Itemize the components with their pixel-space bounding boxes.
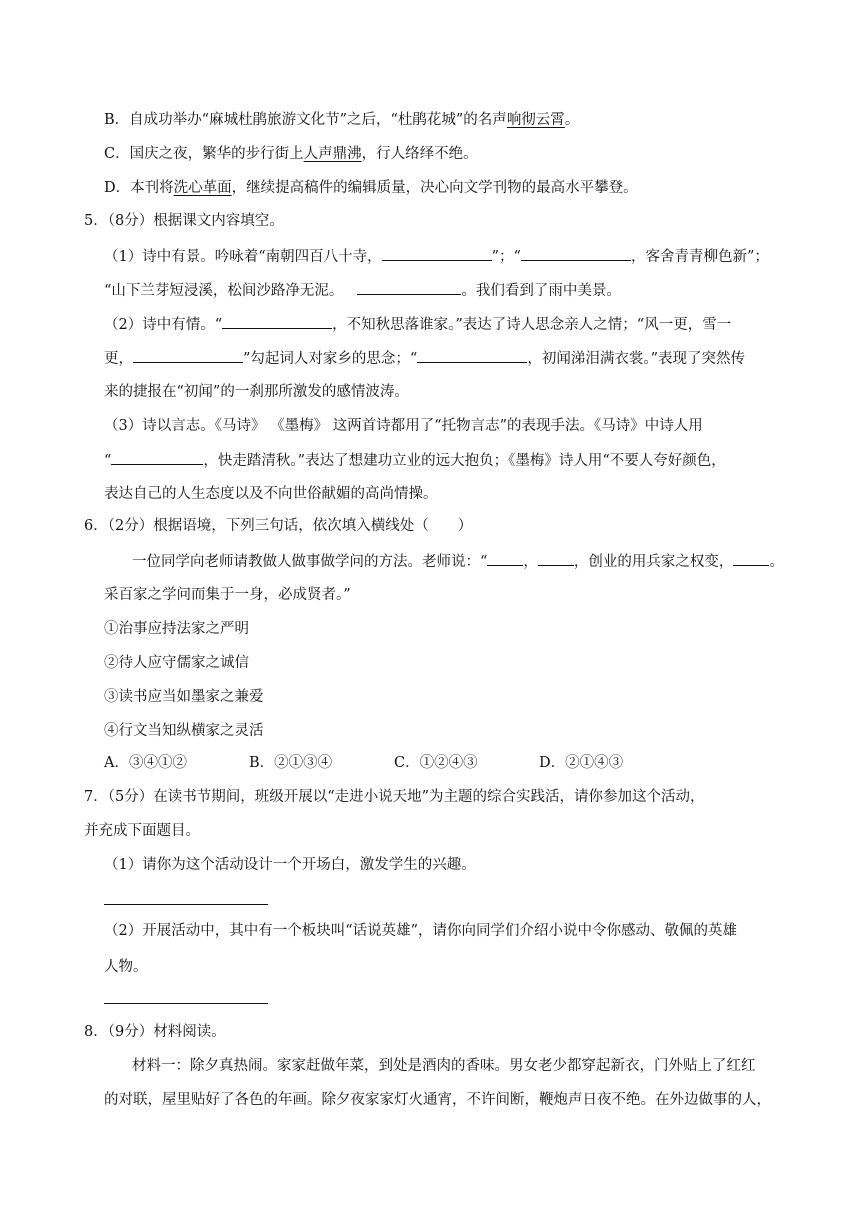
q6-choices — [104, 753, 623, 773]
fill-blank[interactable] — [487, 551, 523, 566]
q7-sub-2-line1: （2）开展活动中，其中有一个板块叫“话说英雄”，请你向同学们介绍小说中令你感动、敬佩的英雄 — [104, 923, 738, 939]
choice-a[interactable]: A．③④①② — [104, 755, 187, 771]
q6-item-3: ③读书应当如墨家之兼爱 — [104, 689, 264, 705]
question-7-heading-line2: 并充成下面题目。 — [84, 823, 200, 839]
underlined-idiom: 响彻云霄 — [506, 112, 565, 128]
q5-part1-line1: （1）诗中有景。吟咏着“南朝四百八十寺， ”；“ ，客舍青青柳色新”； — [104, 246, 769, 267]
q5-part3-line1: （3）诗以言志。《马诗》 《墨梅》 这两首诗都用了“托物言志”的表现手法。《马诗》中诗人用 — [104, 418, 703, 434]
q5-part2-line2: 更， ”勾起词人对家乡的思念；“ ，初闻涕泪满衣裳。”表现了突然传 — [104, 348, 745, 369]
q5-part3-line3: 表达自己的人生态度以及不向世俗献媚的高尚情操。 — [104, 486, 438, 502]
choice-b[interactable]: B．②①③④ — [249, 755, 333, 771]
q7-sub-1: （1）请你为这个活动设计一个开场白，激发学生的兴趣。 — [104, 857, 476, 873]
question-8-heading: 8．（9分）材料阅读。 — [84, 1024, 226, 1040]
q6-passage-line2: 采百家之学问而集于一身，必成贤者。” — [104, 587, 351, 603]
option-c: C．国庆之夜，繁华的步行街上人声鼎沸，行人络绎不绝。 — [104, 146, 478, 162]
q5-part2-line3: 来的捷报在“初闻”的一刹那所激发的感情波涛。 — [104, 384, 409, 400]
fill-blank[interactable] — [111, 450, 203, 465]
fill-blank[interactable] — [521, 246, 631, 261]
q8-material-line2: 的对联，屋里贴好了各色的年画。除夕夜家家灯火通宵，不许间断，鞭炮声日夜不绝。在外边做事的人， — [104, 1092, 771, 1108]
fill-blank[interactable] — [733, 551, 769, 566]
question-5-heading: 5．（8分）根据课文内容填空。 — [84, 213, 284, 229]
q5-part2-line1: （2）诗中有情。“ ，不知秋思落谁家。”表达了诗人思念亲人之情；“风一更，雪一 — [104, 314, 731, 335]
q6-item-2: ②待人应守儒家之诚信 — [104, 655, 249, 671]
q6-item-4: ④行文当知纵横家之灵活 — [104, 723, 264, 739]
q5-part3-line2: “ ，快走踏清秋。”表达了想建功立业的远大抱负；《墨梅》诗人用“不要人夸好颜色， — [104, 450, 726, 471]
fill-blank[interactable] — [133, 348, 243, 363]
question-7-heading-line1: 7．（5分）在读书节期间，班级开展以“走进小说天地”为主题的综合实践活，请你参加这个活动， — [84, 789, 705, 805]
underlined-idiom: 洗心革面 — [173, 180, 232, 196]
fill-blank[interactable] — [382, 246, 492, 261]
fill-blank[interactable] — [538, 551, 574, 566]
q6-passage-line1: 一位同学向老师请教做人做事做学问的方法。老师说：“ ， ，创业的用兵家之权变， 。 — [132, 551, 784, 572]
question-6-heading: 6．（2分）根据语境，下列三句话，依次填入横线处（ ） — [84, 518, 473, 534]
answer-line-1[interactable] — [104, 904, 268, 905]
choice-d[interactable]: D．②①④③ — [539, 755, 624, 771]
fill-blank[interactable] — [222, 314, 332, 329]
q7-sub-2-line2: 人物。 — [104, 959, 148, 975]
q5-part1-line2: “山下兰芽短浸溪，松间沙路净无泥。 。我们看到了雨中美景。 — [104, 280, 621, 301]
underlined-idiom: 人声鼎沸 — [303, 146, 362, 162]
option-b: B．自成功举办“麻城杜鹃旅游文化节”之后，“杜鹃花城”的名声响彻云霄。 — [104, 112, 580, 128]
q6-item-1: ①治事应持法家之严明 — [104, 621, 249, 637]
choice-c[interactable]: C．①②④③ — [394, 755, 478, 771]
fill-blank[interactable] — [357, 280, 461, 295]
answer-line-2[interactable] — [104, 1003, 268, 1004]
fill-blank[interactable] — [417, 348, 527, 363]
option-d: D．本刊将洗心革面，继续提高稿件的编辑质量，决心向文学刊物的最高水平攀登。 — [104, 180, 638, 196]
q8-material-line1: 材料一：除夕真热闹。家家赶做年菜，到处是酒肉的香味。男女老少都穿起新衣，门外贴上了红红 — [132, 1058, 756, 1074]
